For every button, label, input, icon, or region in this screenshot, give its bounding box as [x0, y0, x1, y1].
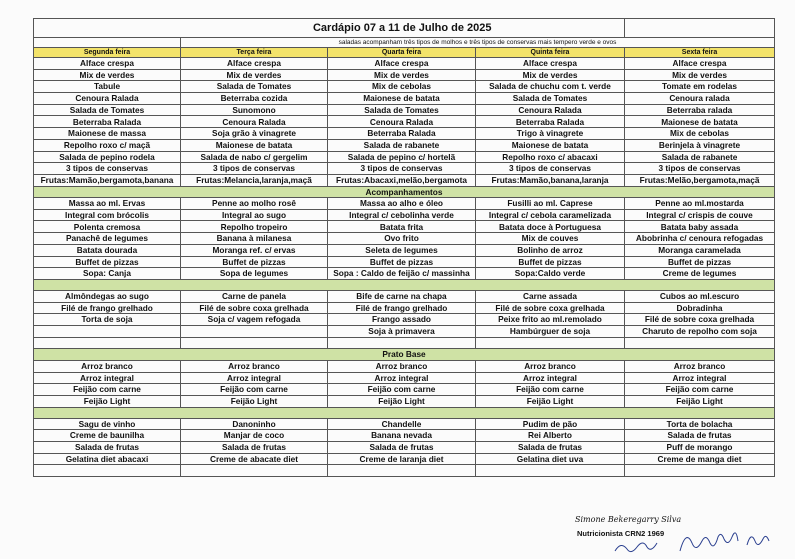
- base-dish-cell: Arroz branco: [34, 360, 181, 372]
- main-dish-cell: Dobradinha: [625, 302, 775, 314]
- base-dish-cell: Arroz integral: [476, 372, 625, 384]
- main-dish-cell: Frango assado: [328, 314, 476, 326]
- dessert-cell: [34, 465, 181, 477]
- base-dish-cell: Feijão com carne: [476, 384, 625, 396]
- main-dish-cell: Carne assada: [476, 290, 625, 302]
- salad-cell: Maionese de batata: [181, 139, 328, 151]
- menu-table: [33, 18, 775, 477]
- salad-cell: Cenoura ralada: [625, 93, 775, 105]
- salad-cell: Salada de nabo c/ gergelim: [181, 151, 328, 163]
- dessert-cell: Salada de frutas: [476, 441, 625, 453]
- signature-name: Simone Bekeregarry Silva: [575, 515, 682, 524]
- salad-cell: Beterraba Ralada: [34, 116, 181, 128]
- main-dish-row: [34, 302, 775, 314]
- dessert-cell: Creme de baunilha: [34, 430, 181, 442]
- side-dish-row: [34, 268, 775, 280]
- salad-cell: Salada de pepino rodela: [34, 151, 181, 163]
- main-dish-cell: Filé de frango grelhado: [328, 302, 476, 314]
- dessert-cell: Torta de bolacha: [625, 418, 775, 430]
- side-dish-cell: Sopa:Caldo verde: [476, 268, 625, 280]
- side-dish-cell: Integral c/ crispis de couve: [625, 209, 775, 221]
- section-base-label: Prato Base: [34, 349, 775, 361]
- main-dish-cell: [181, 325, 328, 337]
- handwritten-signature: [575, 515, 775, 559]
- side-dish-cell: Integral com brócolis: [34, 209, 181, 221]
- main-dish-row: [34, 314, 775, 326]
- base-dish-cell: Feijão com carne: [625, 384, 775, 396]
- salad-cell: Repolho roxo c/ maçã: [34, 139, 181, 151]
- base-dish-cell: Feijão Light: [625, 395, 775, 407]
- main-dish-row: [34, 290, 775, 302]
- salad-row: [34, 174, 775, 186]
- side-dish-cell: Abobrinha c/ cenoura refogadas: [625, 233, 775, 245]
- base-dish-cell: Arroz integral: [625, 372, 775, 384]
- dessert-cell: [328, 465, 476, 477]
- side-dish-cell: Integral c/ cebola caramelizada: [476, 209, 625, 221]
- salad-cell: Salada de rabanete: [328, 139, 476, 151]
- main-dish-cell: Bife de carne na chapa: [328, 290, 476, 302]
- salad-cell: Mix de verdes: [34, 69, 181, 81]
- base-dish-row: [34, 360, 775, 372]
- menu-title: Cardápio 07 a 11 de Julho de 2025: [181, 19, 625, 38]
- salad-row: [34, 58, 775, 70]
- main-dish-cell: Charuto de repolho com soja: [625, 325, 775, 337]
- side-dish-cell: Batata baby assada: [625, 221, 775, 233]
- side-dish-row: [34, 209, 775, 221]
- main-dish-row: [34, 325, 775, 337]
- dessert-cell: Salada de frutas: [181, 441, 328, 453]
- salad-cell: Salada de rabanete: [625, 151, 775, 163]
- weekday-header: Quarta feira: [328, 48, 476, 58]
- dessert-cell: Salada de frutas: [625, 430, 775, 442]
- signature-registration: Nutricionista CRN2 1969: [577, 529, 665, 538]
- base-dish-cell: Feijão Light: [34, 395, 181, 407]
- title-row: [34, 19, 775, 38]
- salad-cell: Beterraba Ralada: [476, 116, 625, 128]
- side-dish-cell: Batata doce à Portuguesa: [476, 221, 625, 233]
- salad-row: [34, 116, 775, 128]
- section-sides-label: Acompanhamentos: [34, 186, 775, 198]
- dessert-cell: Creme de abacate diet: [181, 453, 328, 465]
- salad-cell: Frutas:Melão,bergamota,maçã: [625, 174, 775, 186]
- dessert-cell: Salada de frutas: [328, 441, 476, 453]
- dessert-row: [34, 430, 775, 442]
- salad-cell: Salada de chuchu com t. verde: [476, 81, 625, 93]
- side-dish-cell: Buffet de pizzas: [476, 256, 625, 268]
- salad-row: [34, 69, 775, 81]
- main-dish-cell: Carne de panela: [181, 290, 328, 302]
- side-dish-row: [34, 233, 775, 245]
- salad-row: [34, 93, 775, 105]
- side-dish-cell: Moranga caramelada: [625, 244, 775, 256]
- salad-cell: Mix de cebolas: [328, 81, 476, 93]
- main-dish-row: [34, 337, 775, 349]
- salad-cell: Alface crespa: [34, 58, 181, 70]
- side-dish-cell: Panachê de legumes: [34, 233, 181, 245]
- salad-cell: Frutas:Melancia,laranja,maçã: [181, 174, 328, 186]
- salad-cell: 3 tipos de conservas: [625, 163, 775, 175]
- base-dish-row: [34, 372, 775, 384]
- salad-cell: Salada de Tomates: [34, 104, 181, 116]
- side-dish-row: [34, 244, 775, 256]
- salad-cell: Berinjela à vinagrete: [625, 139, 775, 151]
- side-dish-cell: Creme de legumes: [625, 268, 775, 280]
- main-dish-cell: Almôndegas ao sugo: [34, 290, 181, 302]
- salad-cell: 3 tipos de conservas: [181, 163, 328, 175]
- salad-cell: Salada de Tomates: [476, 93, 625, 105]
- salad-cell: Frutas:Mamão,bergamota,banana: [34, 174, 181, 186]
- main-dish-cell: Filé de sobre coxa grelhada: [181, 302, 328, 314]
- salad-cell: Trigo à vinagrete: [476, 128, 625, 140]
- dessert-cell: Gelatina diet uva: [476, 453, 625, 465]
- dessert-cell: Creme de laranja diet: [328, 453, 476, 465]
- side-dish-cell: Massa ao ml. Ervas: [34, 198, 181, 210]
- side-dish-cell: Mix de couves: [476, 233, 625, 245]
- dessert-cell: Banana nevada: [328, 430, 476, 442]
- salad-row: [34, 163, 775, 175]
- section-desserts: [34, 407, 775, 418]
- salad-row: [34, 104, 775, 116]
- side-dish-cell: Fusilli ao ml. Caprese: [476, 198, 625, 210]
- main-dish-cell: Hambúrguer de soja: [476, 325, 625, 337]
- salad-cell: Alface crespa: [625, 58, 775, 70]
- main-dish-cell: [625, 337, 775, 349]
- dessert-cell: Salada de frutas: [34, 441, 181, 453]
- salad-cell: 3 tipos de conservas: [34, 163, 181, 175]
- salad-cell: Cenoura Ralada: [476, 104, 625, 116]
- main-dish-cell: Soja c/ vagem refogada: [181, 314, 328, 326]
- main-dish-cell: Soja à primavera: [328, 325, 476, 337]
- dessert-row: [34, 465, 775, 477]
- dessert-row: [34, 441, 775, 453]
- salad-cell: Beterraba cozida: [181, 93, 328, 105]
- main-dish-cell: [328, 337, 476, 349]
- salad-cell: Beterraba ralada: [625, 104, 775, 116]
- weekday-header-row: [34, 48, 775, 58]
- salad-cell: Cenoura Ralada: [181, 116, 328, 128]
- dessert-cell: [181, 465, 328, 477]
- base-dish-cell: Arroz integral: [181, 372, 328, 384]
- dessert-row: [34, 453, 775, 465]
- dessert-cell: Rei Alberto: [476, 430, 625, 442]
- side-dish-cell: Buffet de pizzas: [34, 256, 181, 268]
- weekday-header: Segunda feira: [34, 48, 181, 58]
- base-dish-cell: Feijão Light: [328, 395, 476, 407]
- main-dish-cell: Filé de sobre coxa grelhada: [625, 314, 775, 326]
- salad-cell: Mix de cebolas: [625, 128, 775, 140]
- salad-cell: Maionese de batata: [476, 139, 625, 151]
- base-dish-cell: Feijão com carne: [181, 384, 328, 396]
- base-dish-cell: Arroz branco: [181, 360, 328, 372]
- side-dish-cell: Penne ao molho rosê: [181, 198, 328, 210]
- section-sides: [34, 186, 775, 198]
- side-dish-cell: Batata dourada: [34, 244, 181, 256]
- salad-cell: Cenoura Ralada: [328, 116, 476, 128]
- salad-cell: Salada de Tomates: [328, 104, 476, 116]
- salad-cell: Salada de pepino c/ hortelã: [328, 151, 476, 163]
- salad-cell: Repolho roxo c/ abacaxi: [476, 151, 625, 163]
- base-dish-cell: Arroz branco: [328, 360, 476, 372]
- main-dish-cell: Filé de frango grelhado: [34, 302, 181, 314]
- main-dish-cell: [476, 337, 625, 349]
- side-dish-row: [34, 256, 775, 268]
- salad-cell: Mix de verdes: [476, 69, 625, 81]
- side-dish-cell: Sopa : Caldo de feijão c/ massinha: [328, 268, 476, 280]
- salad-row: [34, 81, 775, 93]
- side-dish-cell: Moranga ref. c/ ervas: [181, 244, 328, 256]
- side-dish-cell: Repolho tropeiro: [181, 221, 328, 233]
- main-dish-cell: Torta de soja: [34, 314, 181, 326]
- salad-cell: 3 tipos de conservas: [328, 163, 476, 175]
- base-dish-cell: Arroz integral: [328, 372, 476, 384]
- dessert-cell: Sagu de vinho: [34, 418, 181, 430]
- main-dish-cell: Filé de sobre coxa grelhada: [476, 302, 625, 314]
- base-dish-cell: Arroz branco: [625, 360, 775, 372]
- dessert-row: [34, 418, 775, 430]
- main-dish-cell: Peixe frito ao ml.remolado: [476, 314, 625, 326]
- dessert-cell: Chandelle: [328, 418, 476, 430]
- main-dish-cell: [34, 325, 181, 337]
- side-dish-cell: Ovo frito: [328, 233, 476, 245]
- salad-cell: Beterraba Ralada: [328, 128, 476, 140]
- base-dish-cell: Arroz integral: [34, 372, 181, 384]
- salad-cell: Alface crespa: [476, 58, 625, 70]
- dessert-cell: Danoninho: [181, 418, 328, 430]
- menu-sheet: [33, 18, 774, 477]
- side-dish-cell: Sopa: Canja: [34, 268, 181, 280]
- section-mains: [34, 279, 775, 290]
- base-dish-cell: Feijão Light: [476, 395, 625, 407]
- side-dish-cell: Massa ao alho e óleo: [328, 198, 476, 210]
- base-dish-cell: Feijão com carne: [34, 384, 181, 396]
- salad-cell: Frutas:Mamão,banana,laranja: [476, 174, 625, 186]
- salad-cell: Sunomono: [181, 104, 328, 116]
- side-dish-cell: Buffet de pizzas: [181, 256, 328, 268]
- dessert-cell: Manjar de coco: [181, 430, 328, 442]
- salad-cell: Mix de verdes: [625, 69, 775, 81]
- salad-cell: Mix de verdes: [328, 69, 476, 81]
- side-dish-cell: Seleta de legumes: [328, 244, 476, 256]
- base-dish-cell: Arroz branco: [476, 360, 625, 372]
- weekday-header: Quinta feira: [476, 48, 625, 58]
- base-dish-row: [34, 395, 775, 407]
- main-dish-cell: [181, 337, 328, 349]
- side-dish-row: [34, 221, 775, 233]
- side-dish-cell: Batata frita: [328, 221, 476, 233]
- side-dish-cell: Buffet de pizzas: [328, 256, 476, 268]
- dessert-cell: [476, 465, 625, 477]
- salad-cell: Tabule: [34, 81, 181, 93]
- main-dish-cell: [34, 337, 181, 349]
- side-dish-cell: Buffet de pizzas: [625, 256, 775, 268]
- side-dish-cell: Penne ao ml.mostarda: [625, 198, 775, 210]
- dessert-cell: Creme de manga diet: [625, 453, 775, 465]
- subtitle-row: [34, 38, 775, 48]
- section-desserts-label: [34, 407, 775, 418]
- salad-cell: Soja grão à vinagrete: [181, 128, 328, 140]
- salad-cell: Mix de verdes: [181, 69, 328, 81]
- salad-cell: Alface crespa: [328, 58, 476, 70]
- side-dish-cell: Banana à milanesa: [181, 233, 328, 245]
- weekday-header: Terça feira: [181, 48, 328, 58]
- signature-block: [575, 515, 775, 559]
- dessert-cell: Gelatina diet abacaxi: [34, 453, 181, 465]
- base-dish-cell: Feijão Light: [181, 395, 328, 407]
- main-dish-cell: Cubos ao ml.escuro: [625, 290, 775, 302]
- salad-cell: Maionese de massa: [34, 128, 181, 140]
- side-dish-cell: Polenta cremosa: [34, 221, 181, 233]
- salad-cell: Salada de Tomates: [181, 81, 328, 93]
- side-dish-row: [34, 198, 775, 210]
- weekday-header: Sexta feira: [625, 48, 775, 58]
- salad-cell: Alface crespa: [181, 58, 328, 70]
- salad-row: [34, 128, 775, 140]
- menu-subtitle: saladas acompanham três tipos de molhos e três tipos de conservas mais tempero verde e ovos: [181, 38, 775, 48]
- salad-row: [34, 151, 775, 163]
- side-dish-cell: Integral ao sugo: [181, 209, 328, 221]
- section-base: [34, 349, 775, 361]
- salad-row: [34, 139, 775, 151]
- dessert-cell: Pudim de pão: [476, 418, 625, 430]
- salad-cell: Frutas:Abacaxi,melão,bergamota: [328, 174, 476, 186]
- side-dish-cell: Bolinho de arroz: [476, 244, 625, 256]
- salad-cell: Maionese de batata: [328, 93, 476, 105]
- salad-cell: Tomate em rodelas: [625, 81, 775, 93]
- base-dish-row: [34, 384, 775, 396]
- section-mains-label: [34, 279, 775, 290]
- dessert-cell: Puff de morango: [625, 441, 775, 453]
- dessert-cell: [625, 465, 775, 477]
- side-dish-cell: Integral c/ cebolinha verde: [328, 209, 476, 221]
- side-dish-cell: Sopa de legumes: [181, 268, 328, 280]
- salad-cell: Maionese de batata: [625, 116, 775, 128]
- salad-cell: 3 tipos de conservas: [476, 163, 625, 175]
- salad-cell: Cenoura Ralada: [34, 93, 181, 105]
- base-dish-cell: Feijão com carne: [328, 384, 476, 396]
